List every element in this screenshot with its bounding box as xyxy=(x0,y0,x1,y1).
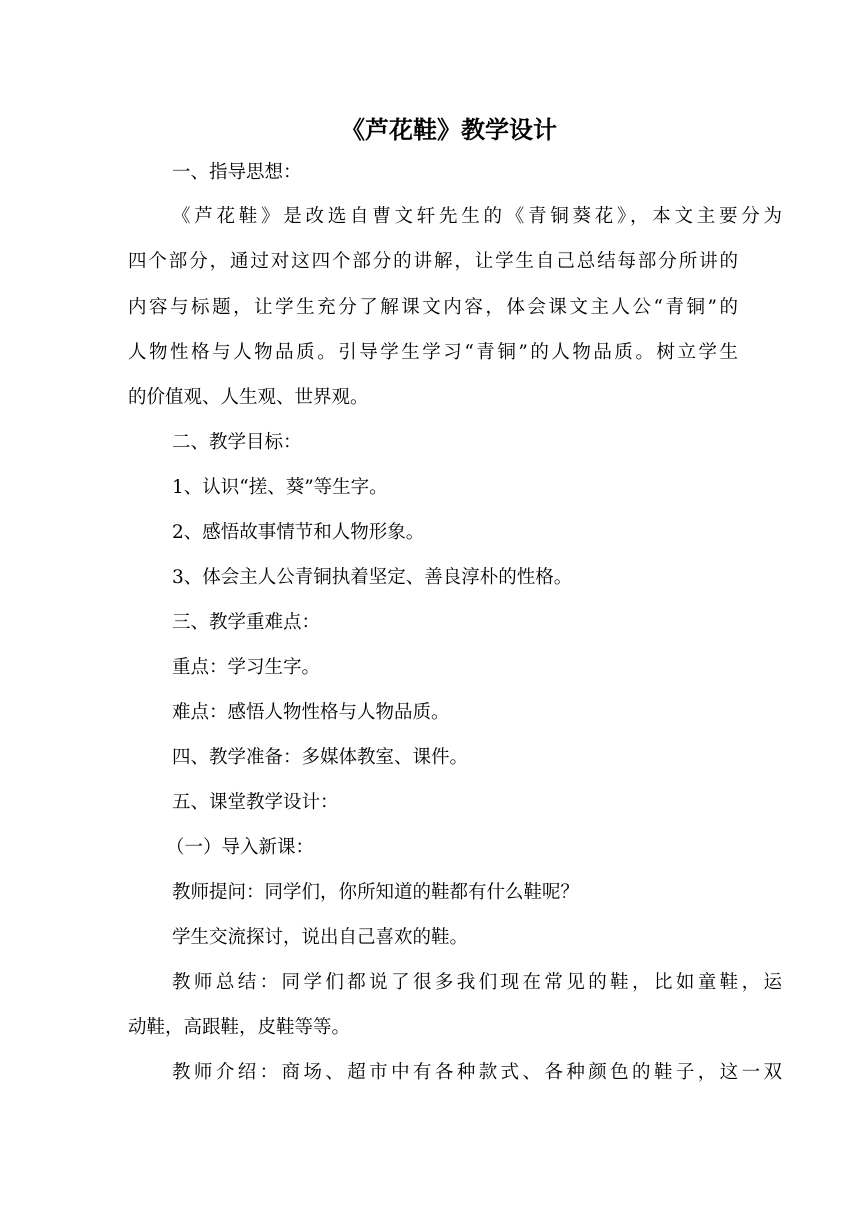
paragraph-line: 难点：感悟人物性格与人物品质。 xyxy=(172,702,450,723)
paragraph-line: 内容与标题，让学生充分了解课文内容，体会课文主人公“青铜”的 xyxy=(128,297,738,318)
paragraph-line: 人物性格与人物品质。引导学生学习“青铜”的人物品质。树立学生 xyxy=(128,342,738,363)
paragraph-line: 重点：学习生字。 xyxy=(172,657,321,678)
heading-teaching-goals: 二、教学目标： xyxy=(172,432,302,453)
heading-classroom-design: 五、课堂教学设计： xyxy=(172,792,339,813)
list-item: 3、体会主人公青铜执着坚定、善良淳朴的性格。 xyxy=(172,567,573,588)
paragraph-line: 的价值观、人生观、世界观。 xyxy=(128,387,369,408)
document-title: 《芦花鞋》教学设计 xyxy=(341,115,557,144)
paragraph-line: 四个部分，通过对这四个部分的讲解，让学生自己总结每部分所讲的 xyxy=(128,251,738,272)
paragraph-line: 教师总结：同学们都说了很多我们现在常见的鞋，比如童鞋，运 xyxy=(172,972,782,993)
list-item: 1、认识“搓、葵”等生字。 xyxy=(172,477,388,498)
paragraph-line: 教师介绍：商场、超市中有各种款式、各种颜色的鞋子，这一双 xyxy=(172,1062,782,1083)
heading-key-difficulties: 三、教学重难点： xyxy=(172,612,321,633)
heading-teaching-preparation: 四、教学准备：多媒体教室、课件。 xyxy=(172,747,469,768)
paragraph-line: 学生交流探讨，说出自己喜欢的鞋。 xyxy=(172,927,469,948)
heading-guiding-ideology: 一、指导思想： xyxy=(172,162,302,183)
subheading-introduction: （一）导入新课： xyxy=(166,837,315,858)
paragraph-line: 《芦花鞋》是改选自曹文轩先生的《青铜葵花》，本文主要分为 xyxy=(172,206,782,227)
paragraph-line: 教师提问：同学们，你所知道的鞋都有什么鞋呢？ xyxy=(172,882,580,903)
paragraph-line: 动鞋，高跟鞋，皮鞋等等。 xyxy=(128,1017,351,1038)
list-item: 2、感悟故事情节和人物形象。 xyxy=(172,522,425,543)
